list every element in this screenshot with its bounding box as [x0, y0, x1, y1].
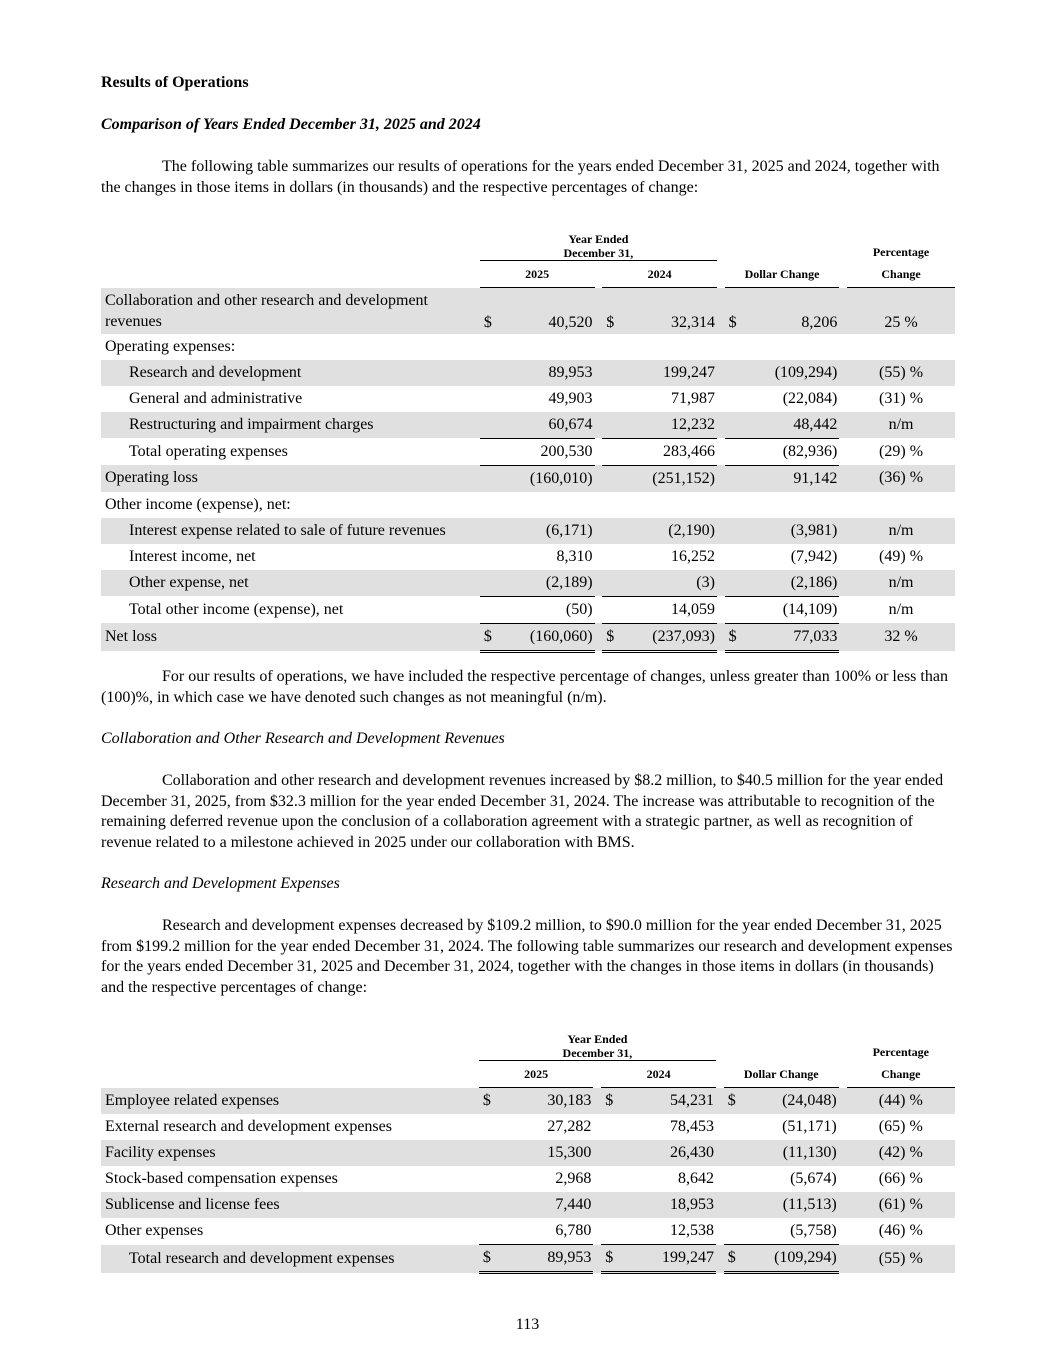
- year-ended-label: Year Ended: [568, 232, 629, 246]
- value-2025: 49,903: [548, 389, 593, 407]
- value-2025: 60,674: [505, 412, 594, 439]
- table-row: [101, 1114, 955, 1140]
- dollar-change: (82,936): [750, 438, 839, 465]
- value-2025: 8,310: [556, 547, 593, 565]
- pct-change: (46) %: [878, 1222, 923, 1240]
- row-label: Total other income (expense), net: [129, 600, 344, 618]
- table-row: [101, 492, 955, 518]
- col-2025-header: 2025: [480, 261, 595, 288]
- dollar-change: (2,186): [750, 570, 839, 597]
- rnd-heading: Research and Development Expenses: [101, 875, 340, 892]
- value-2024: (251,152): [628, 465, 717, 492]
- row-label: Stock-based compensation expenses: [105, 1170, 338, 1187]
- row-label: Facility expenses: [101, 1140, 479, 1166]
- december-label: December 31,: [563, 246, 634, 260]
- dollar-change-header: Dollar Change: [725, 261, 840, 288]
- value-2025: 30,183: [505, 1088, 594, 1115]
- value-2024: (3): [628, 570, 717, 597]
- year-ended-header: [479, 1028, 716, 1061]
- value-2025: (2,189): [505, 570, 594, 597]
- pct-change: (44) %: [847, 1088, 955, 1115]
- col-2024-header: 2024: [602, 261, 717, 288]
- row-label: Operating expenses:: [105, 337, 236, 355]
- row-label: General and administrative: [129, 389, 303, 407]
- table-row-total: [101, 438, 955, 465]
- dollar-change: (51,171): [782, 1118, 837, 1135]
- results-of-operations-table: [101, 228, 955, 653]
- currency-symbol: $: [724, 1088, 750, 1115]
- table-row: [101, 465, 955, 492]
- section-heading: Results of Operations: [101, 74, 249, 91]
- dollar-change: (14,109): [750, 596, 839, 623]
- note-paragraph: For our results of operations, we have included the respective percentage of changes, unless greater than 100% or less than (100)%, in which case we have denoted such changes as not meaningful (n/m).: [101, 668, 948, 706]
- value-2024: 199,247: [628, 360, 717, 386]
- table-row: [101, 570, 955, 597]
- pct-change: (55) %: [847, 1245, 955, 1273]
- revenues-paragraph: Collaboration and other research and development revenues increased by $8.2 million, to $40.5 million for the year ended December 31, 2025, from $32.3 million for the year ended December 31, 2024. The increase was attributable to recognition of the remaining deferred revenue upon the conclusion of a collaboration agreement with a strategic partner, as well as recognition of revenue related to a milestone achieved in 2025 under our collaboration with BMS.: [101, 772, 944, 851]
- value-2024: (237,093): [628, 623, 717, 651]
- value-2024: (2,190): [628, 518, 717, 544]
- row-label: Sublicense and license fees: [101, 1192, 479, 1218]
- col-2024-header: 2024: [601, 1061, 716, 1088]
- table-header-row-2: [101, 261, 955, 288]
- table-row: [101, 544, 955, 570]
- row-label: Research and development: [101, 360, 480, 386]
- table-row: [101, 386, 955, 412]
- value-2024: 12,538: [627, 1218, 716, 1245]
- table-row: [101, 360, 955, 386]
- table-row-total: [101, 596, 955, 623]
- currency-symbol: $: [602, 623, 628, 651]
- pct-change: n/m: [847, 518, 955, 544]
- value-2025: (6,171): [505, 518, 594, 544]
- value-2025: 89,953: [505, 1245, 594, 1273]
- dollar-change: (11,513): [749, 1192, 838, 1218]
- pct-change: (36) %: [847, 465, 955, 492]
- pct-label-1: Percentage: [872, 1044, 929, 1059]
- dollar-change: 48,442: [750, 412, 839, 439]
- table-row: [101, 1088, 955, 1115]
- value-2025: 7,440: [505, 1192, 594, 1218]
- value-2024: 78,453: [669, 1118, 714, 1135]
- row-label: Other expenses: [105, 1222, 204, 1240]
- value-2024: 54,231: [627, 1088, 716, 1115]
- table-row: [101, 1140, 955, 1166]
- table-row-net-loss: [101, 623, 955, 651]
- value-2025: 2,968: [555, 1170, 592, 1187]
- value-2024: 18,953: [627, 1192, 716, 1218]
- value-2025: (50): [505, 596, 594, 623]
- year-ended-label: Year Ended: [567, 1032, 628, 1046]
- table-header-row-1: [101, 228, 955, 261]
- dollar-change: (5,758): [749, 1218, 838, 1245]
- currency-symbol: $: [601, 1088, 627, 1115]
- pct-change-header: [847, 244, 955, 288]
- row-label: Total research and development expenses: [101, 1245, 479, 1273]
- value-2024: 14,059: [628, 596, 717, 623]
- row-label: Net loss: [101, 623, 480, 651]
- value-2025: (160,010): [505, 465, 594, 492]
- dollar-change: (24,048): [749, 1088, 838, 1115]
- pct-change: (29) %: [879, 442, 924, 460]
- pct-change: n/m: [888, 600, 914, 618]
- table-header-row-2: [101, 1061, 955, 1088]
- dollar-change: (5,674): [790, 1170, 837, 1187]
- table-row: [101, 1166, 955, 1192]
- row-label: Employee related expenses: [101, 1088, 479, 1115]
- dollar-change: (7,942): [790, 547, 838, 565]
- revenues-heading: Collaboration and Other Research and Development Revenues: [101, 730, 505, 747]
- table-header-row-1: [101, 1028, 955, 1061]
- col-2025-header: 2025: [479, 1061, 594, 1088]
- year-ended-header: [480, 228, 717, 261]
- row-label: Total operating expenses: [129, 442, 288, 460]
- pct-change: (55) %: [847, 360, 955, 386]
- value-2025: 15,300: [505, 1140, 594, 1166]
- currency-symbol: $: [601, 1245, 627, 1273]
- currency-symbol: $: [479, 1088, 505, 1115]
- dollar-change-header: Dollar Change: [724, 1061, 839, 1088]
- row-label: Other expense, net: [101, 570, 480, 597]
- value-2025: 200,530: [505, 438, 594, 465]
- pct-change: (31) %: [879, 389, 924, 407]
- subsection-heading: Comparison of Years Ended December 31, 2025 and 2024: [101, 116, 481, 133]
- row-label: Restructuring and impairment charges: [101, 412, 480, 439]
- table-row: [101, 288, 955, 334]
- intro-paragraph: The following table summarizes our results of operations for the years ended December 31, 2025 and 2024, together with the changes in those items in dollars (in thousands) and the respective percentages of change:: [101, 158, 940, 196]
- row-label: Operating loss: [101, 465, 480, 492]
- dollar-change: (3,981): [750, 518, 839, 544]
- pct-change: (42) %: [847, 1140, 955, 1166]
- value-2024: 283,466: [628, 438, 717, 465]
- pct-change: (61) %: [847, 1192, 955, 1218]
- currency-symbol: $: [725, 288, 751, 334]
- row-label: External research and development expenses: [105, 1118, 392, 1135]
- value-2024: 199,247: [627, 1245, 716, 1273]
- value-2025: 40,520: [505, 288, 594, 334]
- value-2025: 89,953: [505, 360, 594, 386]
- pct-change-header: [847, 1044, 955, 1088]
- table-row: [101, 518, 955, 544]
- pct-change: (66) %: [878, 1170, 923, 1187]
- table-row: [101, 334, 955, 360]
- currency-symbol: $: [602, 288, 628, 334]
- rnd-expenses-table: [101, 1028, 955, 1274]
- table-row: [101, 412, 955, 439]
- pct-label-1: Percentage: [872, 244, 930, 259]
- row-label: Collaboration and other research and development revenues: [101, 288, 480, 334]
- dollar-change: (22,084): [782, 389, 838, 407]
- value-2024: 8,642: [677, 1170, 714, 1187]
- pct-change: n/m: [847, 570, 955, 597]
- currency-symbol: $: [480, 623, 506, 651]
- row-label: Other income (expense), net:: [105, 495, 291, 513]
- rnd-paragraph: Research and development expenses decreased by $109.2 million, to $90.0 million for the year ended December 31, 2025 from $199.2 million for the year ended December 31, 2024. The following table summarizes our research and development expenses for the years ended December 31, 2025 and December 31, 2024, together with the changes in those items in dollars (in thousands) and the respective percentages of change:: [101, 917, 953, 996]
- value-2025: 6,780: [505, 1218, 594, 1245]
- value-2024: 26,430: [627, 1140, 716, 1166]
- pct-change: n/m: [847, 412, 955, 439]
- dollar-change: (109,294): [749, 1245, 838, 1273]
- dollar-change: (11,130): [749, 1140, 838, 1166]
- pct-label-2: Change: [881, 266, 921, 281]
- value-2024: 32,314: [628, 288, 717, 334]
- dollar-change: 8,206: [750, 288, 839, 334]
- value-2025: (160,060): [505, 623, 594, 651]
- pct-change: (49) %: [879, 547, 924, 565]
- dollar-change: (109,294): [750, 360, 839, 386]
- pct-change: 32 %: [847, 623, 955, 651]
- value-2024: 12,232: [628, 412, 717, 439]
- row-label: Interest income, net: [129, 547, 256, 565]
- value-2024: 16,252: [670, 547, 715, 565]
- pct-label-2: Change: [881, 1066, 921, 1081]
- pct-change: (65) %: [878, 1118, 923, 1135]
- table-row: [101, 1218, 955, 1245]
- dollar-change: 91,142: [750, 465, 839, 492]
- currency-symbol: $: [479, 1245, 505, 1273]
- currency-symbol: $: [725, 623, 751, 651]
- table-row-total: [101, 1245, 955, 1273]
- dollar-change: 77,033: [750, 623, 839, 651]
- value-2024: 71,987: [670, 389, 715, 407]
- pct-change: 25 %: [847, 288, 955, 334]
- table-row: [101, 1192, 955, 1218]
- currency-symbol: $: [724, 1245, 750, 1273]
- currency-symbol: $: [480, 288, 506, 334]
- page-number: 113: [515, 1316, 540, 1333]
- value-2025: 27,282: [547, 1118, 592, 1135]
- row-label: Interest expense related to sale of future revenues: [101, 518, 480, 544]
- december-label: December 31,: [562, 1046, 633, 1060]
